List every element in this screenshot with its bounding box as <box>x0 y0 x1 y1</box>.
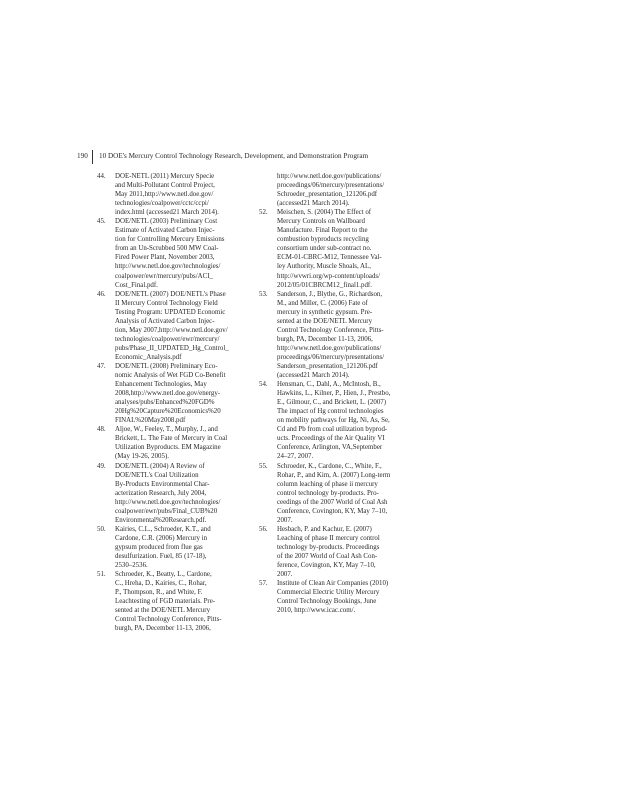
reference-text-line: Utilization Byproducts. EM Magazine <box>115 444 221 452</box>
running-header <box>0 150 618 164</box>
reference-text-line: Estimate of Activated Carbon Injec- <box>115 227 215 235</box>
reference-entry <box>97 217 257 289</box>
reference-text-line: Cost_Final.pdf. <box>115 281 158 289</box>
reference-text-line: 2012/05/01CBRCM12_final1.pdf. <box>277 281 372 289</box>
reference-text-line: sented at the DOE/NETL Mercury <box>277 317 373 325</box>
reference-text-line: Control Technology Conference, Pitts- <box>277 326 384 334</box>
reference-entry <box>97 462 257 525</box>
reference-text-line: DOE/NETL (2004) A Review of <box>115 462 205 470</box>
reference-text-line: E., Gilmour, C., and Brickett, L. (2007) <box>277 399 386 407</box>
reference-text-line: coalpower/ewr/mercury/pubs/ACI_ <box>115 272 213 280</box>
page-number: 190 <box>77 152 88 160</box>
reference-text-line: Manufacture. Final Report to the <box>277 227 368 235</box>
reference-text-line: M., and Miller, C. (2006) Fate of <box>277 299 368 307</box>
header-divider <box>92 150 93 164</box>
reference-text-line: P., Thompson, R., and White, F. <box>115 589 203 597</box>
reference-text-line: C., Hreha, D., Kairies, C., Rohar, <box>115 580 207 588</box>
reference-text-line: 24–27, 2007. <box>277 453 314 461</box>
reference-text-line: Hawkins, L., Kilner, P., Hien, J., Prestbo, <box>277 390 391 398</box>
reference-text-line: tion, May 2007,http://www.netl.doe.gov/ <box>115 326 228 334</box>
reference-text-line: FINAL%20May2008.pdf <box>115 417 186 425</box>
reference-text-line: Conference, Covington, KY, May 7–10, <box>277 507 388 515</box>
reference-text-line: 2530–2536. <box>115 562 148 570</box>
reference-text-line: DOE-NETL (2011) Mercury Specie <box>115 173 215 180</box>
reference-text-line: Commercial Electric Utility Mercury <box>277 589 380 597</box>
reference-text-line: Schroeder_presentation_121206.pdf <box>277 191 378 199</box>
reference-text-line: and Multi-Pollutant Control Project, <box>115 182 215 190</box>
reference-entry <box>97 362 257 425</box>
reference-text-line: column leaching of phase ii mercury <box>277 480 378 488</box>
reference-entry <box>259 579 419 615</box>
reference-text-line: of the 2007 World of Coal Ash Con- <box>277 552 378 560</box>
reference-text-line: Hesbach, P. and Kachur, E. (2007) <box>277 525 372 533</box>
reference-text-line: technologies/coalpower/ewr/mercury/ <box>115 335 220 343</box>
reference-text-line: Cardone, C.R. (2006) Mercury in <box>115 534 208 542</box>
reference-number: 52. <box>259 209 268 217</box>
reference-text-line: Mercury Controls on Wallboard <box>277 218 365 226</box>
reference-text-line: Control Technology Bookings, June <box>277 598 377 606</box>
references-right-column <box>259 172 419 615</box>
reference-text-line: Schroeder, K., Beatty, L., Cardone, <box>115 571 212 579</box>
reference-text-line: http://www.netl.doe.gov/technologies/ <box>115 498 221 506</box>
reference-number: 51. <box>97 571 106 579</box>
reference-text-line: Environmental%20Research.pdf. <box>115 516 207 524</box>
reference-text-line: Aljoe, W., Feeley, T., Murphy, J., and <box>115 426 218 434</box>
reference-text-line: Schroeder, K., Cardone, C., White, F., <box>277 462 382 470</box>
reference-text-line: Kairies, C.L., Schroeder, K.T., and <box>115 525 211 533</box>
reference-text-line: Conference, Arlington, VA,September <box>277 444 383 452</box>
reference-text-line: Brickett, L. The Fate of Mercury in Coal <box>115 435 228 443</box>
reference-text-line: tion for Controlling Mercury Emissions <box>115 236 225 244</box>
reference-text-line: ECM-01-CBRC-M12, Tennessee Val- <box>277 254 382 262</box>
reference-text-line: (accessed21 March 2014). <box>277 200 350 208</box>
reference-text-line: Testing Program: UPDATED Economic <box>115 308 226 316</box>
reference-text-line: coalpower/ewr/pubs/Final_CUB%20 <box>115 507 218 515</box>
reference-entry <box>259 172 419 208</box>
reference-text-line: By-Products Environmental Char- <box>115 480 210 488</box>
reference-number: 47. <box>97 362 106 370</box>
reference-text-line: Control Technology Conference, Pitts- <box>115 616 222 624</box>
reference-entry <box>259 462 419 525</box>
reference-entry <box>97 172 257 217</box>
reference-number: 55. <box>259 462 268 470</box>
reference-entry <box>97 290 257 362</box>
reference-text-line: combustion byproducts recycling <box>277 236 369 244</box>
reference-text-line: II Mercury Control Technology Field <box>115 299 218 307</box>
reference-text-line: Sanderson_presentation_121206.pdf <box>277 362 378 370</box>
reference-text-line: DOE/NETL (2007) DOE/NETL's Phase <box>115 290 226 298</box>
reference-entry <box>259 290 419 380</box>
reference-text-line: 20Hg%20Capture%20Economics%20 <box>115 408 221 416</box>
reference-number: 49. <box>97 462 106 470</box>
reference-entry <box>97 525 257 570</box>
reference-entry <box>259 525 419 579</box>
reference-text-line: Leaching of phase II mercury control <box>277 534 380 542</box>
reference-text-line: proceedings/06/mercury/presentations/ <box>277 353 385 361</box>
reference-text-line: on mobility pathways for Hg, Ni, As, Se, <box>277 417 390 425</box>
reference-text-line: Fired Power Plant, November 2003, <box>115 254 215 262</box>
reference-entry <box>97 425 257 461</box>
reference-text-line: analyses/pubs/Enhanced%20FGD% <box>115 399 215 407</box>
reference-text-line: technology by-products. Proceedings <box>277 543 380 551</box>
reference-text-line: sented at the DOE/NETL Mercury <box>115 607 211 615</box>
reference-text-line: DOE/NETL (2008) Preliminary Eco- <box>115 362 218 370</box>
reference-number: 56. <box>259 525 268 533</box>
reference-text-line: acterization Research, July 2004, <box>115 489 207 497</box>
reference-text-line: ference, Covington, KY, May 7–10, <box>277 562 376 570</box>
reference-text-line: 2008,http://www.netl.doe.gov/energy- <box>115 390 221 398</box>
reference-text-line: Leachtesting of FGD materials. Pre- <box>115 598 216 606</box>
reference-text-line: May 2011,http://www.netl.doe.gov/ <box>115 191 214 199</box>
reference-text-line: Economic_Analysis.pdf <box>115 353 182 361</box>
reference-text-line: 2007. <box>277 571 293 579</box>
reference-text-line: desulfurization. Fuel, 85 (17-18), <box>115 552 207 560</box>
reference-text-line: Analysis of Activated Carbon Injec- <box>115 317 215 325</box>
reference-text-line: Meischen, S. (2004) The Effect of <box>277 209 372 217</box>
reference-number: 53. <box>259 290 268 298</box>
reference-text-line: (May 19-26, 2005). <box>115 453 169 461</box>
chapter-title: 10 DOE's Mercury Control Technology Research, Development, and Demonstration Program <box>99 152 369 160</box>
reference-text-line: Sanderson, J., Blythe, G., Richardson, <box>277 290 383 298</box>
reference-text-line: from an Un-Scrubbed 500 MW Coal- <box>115 245 219 253</box>
reference-text-line: Institute of Clean Air Companies (2010) <box>277 580 389 588</box>
references-left-column <box>97 172 257 633</box>
reference-text-line: Cd and Pb from coal utilization byprod- <box>277 426 388 434</box>
reference-text-line: ceedings of the 2007 World of Coal Ash <box>277 498 388 506</box>
reference-text-line: ucts. Proceedings of the Air Quality VI <box>277 435 385 443</box>
reference-text-line: burgh, PA, December 11-13, 2006, <box>115 625 211 633</box>
reference-text-line: pubs/Phase_II_UPDATED_Hg_Control_ <box>115 344 229 352</box>
reference-number: 45. <box>97 218 106 226</box>
reference-number: 57. <box>259 580 268 588</box>
reference-text-line: The impact of Hg control technologies <box>277 408 384 416</box>
reference-number: 46. <box>97 290 106 298</box>
reference-number: 48. <box>97 426 106 434</box>
reference-text-line: ley Authority, Muscle Shoals, AL, <box>277 263 371 271</box>
reference-number: 50. <box>97 525 106 533</box>
reference-entry <box>259 208 419 289</box>
reference-text-line: http://www.netl.doe.gov/publications/ <box>277 173 382 180</box>
reference-text-line: proceedings/06/mercury/presentations/ <box>277 182 385 190</box>
reference-number: 44. <box>97 173 106 180</box>
reference-text-line: Enhancement Technologies, May <box>115 381 207 389</box>
reference-text-line: 2007. <box>277 516 293 524</box>
reference-number: 54. <box>259 381 268 389</box>
reference-text-line: Rohar, P., and Kim, A. (2007) Long-term <box>277 471 391 479</box>
reference-entry <box>259 380 419 461</box>
reference-text-line: DOE/NETL's Coal Utilization <box>115 471 199 479</box>
reference-text-line: http://www.netl.doe.gov/technologies/ <box>115 263 221 271</box>
reference-text-line: http://wvwri.org/wp-content/uploads/ <box>277 272 381 280</box>
reference-text-line: nomic Analysis of Wet FGD Co-Benefit <box>115 372 226 380</box>
reference-text-line: (accessed21 March 2014). <box>277 372 350 380</box>
reference-text-line: Hensman, C., Dahl, A., McIntosh, B., <box>277 381 381 389</box>
reference-text-line: DOE/NETL (2003) Preliminary Cost <box>115 218 218 226</box>
reference-text-line: control technology by-products. Pro- <box>277 489 379 497</box>
reference-text-line: 2010, http://www.icac.com/. <box>277 607 356 615</box>
reference-entry <box>97 570 257 633</box>
reference-text-line: http://www.netl.doe.gov/publications/ <box>277 344 382 352</box>
reference-text-line: technologies/coalpower/cctc/ccpi/ <box>115 200 209 208</box>
reference-text-line: index.html (accessed21 March 2014). <box>115 209 219 217</box>
reference-text-line: burgh, PA, December 11-13, 2006, <box>277 335 373 343</box>
reference-text-line: gypsum produced from flue gas <box>115 543 203 551</box>
reference-text-line: mercury in synthetic gypsum. Pre- <box>277 308 373 316</box>
reference-text-line: consortium under sub-contract no. <box>277 245 372 253</box>
